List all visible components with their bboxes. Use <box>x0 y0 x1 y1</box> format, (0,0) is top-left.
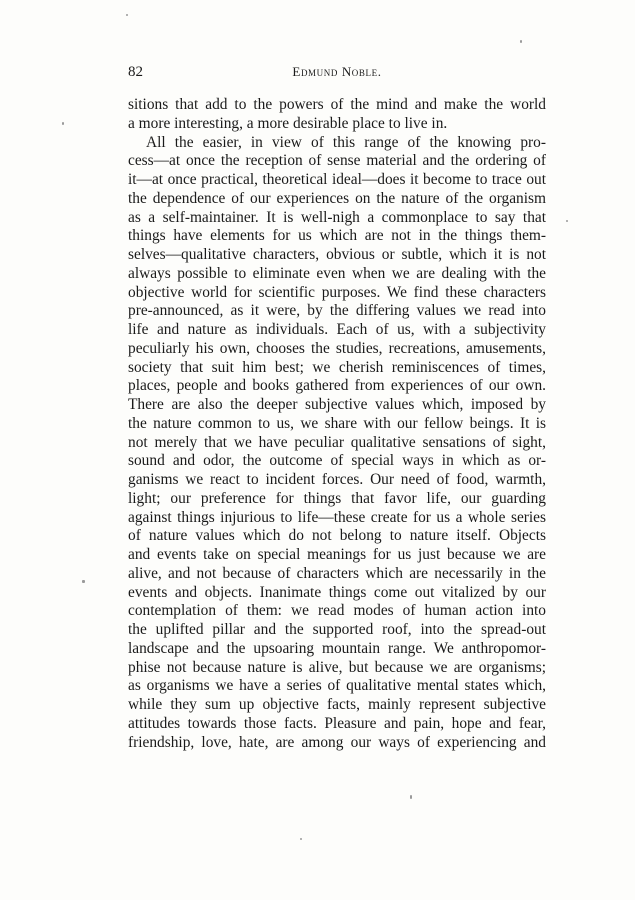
page-number: 82 <box>128 64 143 80</box>
text-line: There are also the deeper subjective values which, imposed by <box>128 396 546 413</box>
text-line: of nature values which do not belong to nature itself. Objects <box>128 527 546 545</box>
body-text <box>128 96 546 752</box>
text-line: it—at once practical, theoretical ideal—does it become to trace out <box>128 171 546 188</box>
text-line: peculiarly his own, chooses the studies, recreations, amusements, <box>128 339 546 357</box>
text-line: always possible to eliminate even when we are dealing with the <box>128 264 546 282</box>
text-line: the nature common to us, we share with our fellow beings. It is <box>128 414 546 432</box>
text-line: the dependence of our experiences on the nature of the organism <box>128 189 546 207</box>
text-line: selves—qualitative characters, obvious or subtle, which it is not <box>128 246 546 263</box>
text-line: landscape and the upsoaring mountain range. We anthropomor- <box>128 639 546 657</box>
text-line: friendship, love, hate, are among our ways of experiencing and <box>128 733 546 751</box>
text-line: All the easier, in view of this range of the knowing pro- <box>146 133 546 151</box>
text-line: the uplifted pillar and the supported roof, into the spread-out <box>128 621 546 638</box>
text-line: objective world for scientific purposes. We find these characters <box>128 283 546 301</box>
scan-speck <box>300 838 302 840</box>
text-line: sitions that add to the powers of the mind and make the world <box>128 96 546 113</box>
scan-speck <box>566 220 568 222</box>
scan-speck <box>82 580 85 583</box>
text-line: cess—at once the reception of sense material and the ordering of <box>128 152 546 170</box>
text-line: and events take on special meanings for us just because we are <box>128 546 546 563</box>
text-line: places, people and books gathered from experiences of our own. <box>128 377 546 395</box>
text-line: phise not because nature is alive, but because we are organisms; <box>128 658 546 676</box>
text-line: as a self-maintainer. It is well-nigh a commonplace to say that <box>128 208 546 226</box>
scan-speck <box>62 122 64 125</box>
text-line: against things injurious to life—these create for us a whole series <box>128 508 546 526</box>
text-line: not merely that we have peculiar qualitative sensations of sight, <box>128 433 546 451</box>
text-line: alive, and not because of characters which are necessarily in the <box>128 564 546 582</box>
scan-speck <box>410 795 412 799</box>
text-line: life and nature as individuals. Each of us, with a subjectivity <box>128 321 546 338</box>
text-line: ganisms we react to incident forces. Our need of food, warmth, <box>128 471 546 488</box>
page-header <box>128 64 546 86</box>
text-line: as organisms we have a series of qualitative mental states which, <box>128 677 546 695</box>
text-line: pre-announced, as it were, by the differing values we read into <box>128 302 546 320</box>
text-line: light; our preference for things that favor life, our guarding <box>128 489 546 507</box>
text-line: while they sum up objective facts, mainly represent subjective <box>128 696 546 713</box>
text-line: contemplation of them: we read modes of human action into <box>128 602 546 620</box>
scan-speck <box>520 40 522 43</box>
text-line: attitudes towards those facts. Pleasure and pain, hope and fear, <box>128 714 546 732</box>
text-line: events and objects. Inanimate things come out vitalized by our <box>128 583 546 601</box>
text-line: a more interesting, a more desirable place to live in. <box>128 114 448 132</box>
running-head: Edmund Noble. <box>292 64 382 79</box>
text-line: sound and odor, the outcome of special ways in which as or- <box>128 452 546 470</box>
text-line: society that suit him best; we cherish reminiscences of times, <box>128 358 546 376</box>
scan-speck <box>126 14 128 16</box>
text-line: things have elements for us which are not in the things them- <box>128 227 546 245</box>
